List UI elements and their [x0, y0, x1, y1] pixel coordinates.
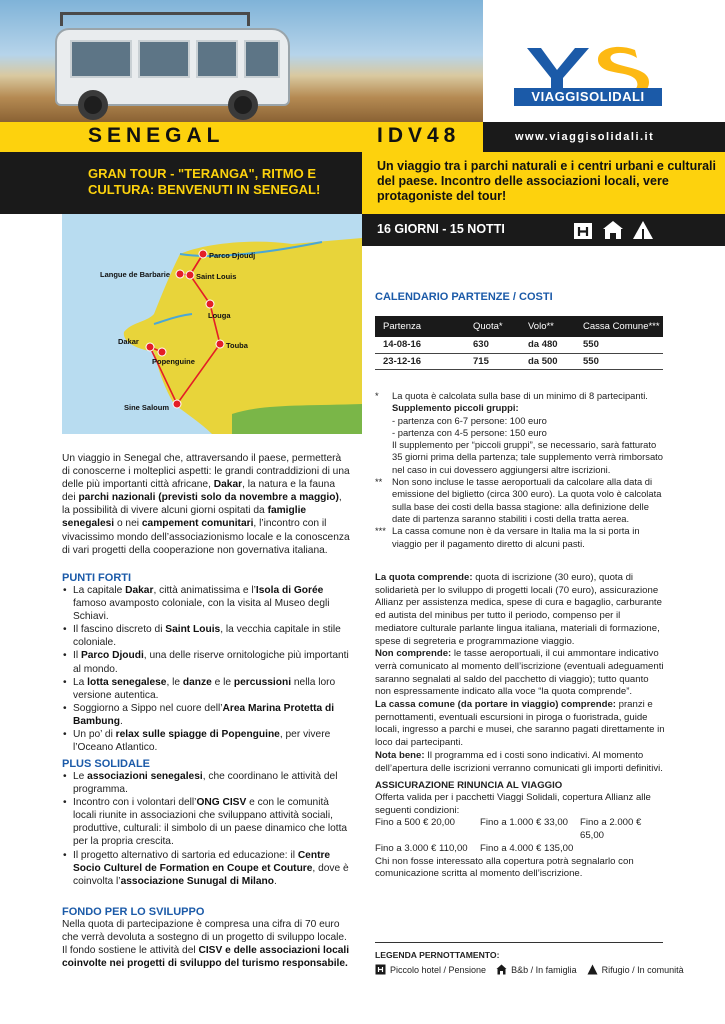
note-text: La quota è calcolata sulla base di un minimo di 8 partecipanti. Supplemento piccoli gruppi: - partenza con 6-7 persone: 100 euro - partenza con 4-5 persone: 150 euro Il supplemento per “piccoli gruppi”, se necessario, sarà fatturato 35 giorni prima della partenza; tale supplemento verrà rimborsato nel caso in cui dovessero aggiungersi altre iscrizioni.: [392, 390, 663, 475]
trip-promo: Un viaggio tra i parchi naturali e i centri urbani e culturali del paese. Incontro delle associazioni locali, vere protagoniste del tour!: [377, 159, 716, 203]
list-item: • Il progetto alternativo di sartoria ed educazione: il Centre Socio Culturel de Formation en Coupe et Couture, dove è coinvolta l’associazione Sunugal di Milano.: [62, 849, 350, 888]
table-row: [375, 353, 663, 369]
insurance-outro: Chi non fosse interessato alla copertura potrà segnalarlo con comunicazione scritta al momento dell’iscrizione.: [375, 855, 634, 880]
insurance-tier: Fino a 3.000 € 110,00: [375, 842, 468, 854]
van-window: [196, 40, 238, 78]
note-mark: *: [375, 390, 379, 401]
list-item: • La capitale Dakar, città animatissima e l’Isola di Gorée famoso avamposto coloniale, con la visita al Museo degli Schiavi.: [62, 584, 350, 623]
note-item: [375, 476, 665, 525]
punti-forti-list: [62, 584, 350, 754]
note-item: [375, 390, 665, 476]
legend-label: Piccolo hotel / Pensione: [390, 964, 487, 975]
note-mark: **: [375, 476, 383, 488]
map-pin: [173, 400, 181, 408]
note-item: [375, 525, 665, 550]
calendar-header-cell: Partenza: [375, 316, 465, 337]
van-wheel: [228, 90, 258, 120]
van-roof-rack: [60, 12, 250, 26]
table-cell: da 500: [520, 353, 575, 369]
calendar-header-cell: Volo**: [520, 316, 575, 337]
fondo-title: FONDO PER LO SVILUPPO: [62, 906, 205, 918]
table-cell: 550: [575, 353, 663, 369]
mountain-hut-icon: [632, 219, 654, 241]
table-cell: 630: [465, 337, 520, 353]
calendar-header-row: [375, 316, 663, 337]
insurance-block: [375, 792, 665, 881]
list-item: • Le associazioni senegalesi, che coordinano le attività del programma.: [62, 770, 350, 796]
van-window: [138, 40, 190, 78]
house-icon: [496, 964, 507, 975]
list-item: • Un po’ di relax sulle spiagge di Popenguine, per vivere l’Oceano Atlantico.: [62, 728, 350, 754]
insurance-intro: Offerta valida per i pacchetti Viaggi Solidali, copertura Allianz alle seguenti condizioni:: [375, 792, 651, 816]
legend-label: B&b / In famiglia: [511, 964, 577, 975]
van-window: [244, 40, 280, 78]
map-label: Popenguine: [152, 357, 195, 366]
intro-paragraph: Un viaggio in Senegal che, attraversando il paese, permetterà di conoscerne i molteplici aspetti: le grandi contraddizioni di una delle più importanti città africane, Dakar, la natura e la fauna dei parchi nazionali (previsti solo da novembre a maggio), la possibilità di vivere alcuni giorni ospitati da famiglie senegalesi o nei campement comunitari, l’incontro con il vivacissimo mondo dell’associazionismo locale e la conoscenza di vari progetti della cooperazione non governativa italiana.: [62, 453, 350, 556]
insurance-tiers: [375, 817, 665, 855]
plus-solidale-list: [62, 770, 350, 888]
map-label: Dakar: [118, 337, 139, 346]
calendar-table: [375, 316, 663, 370]
map-pin: [146, 343, 154, 351]
map-label: Sine Saloum: [124, 403, 170, 412]
map-pin: [176, 270, 184, 278]
map-pin: [206, 300, 214, 308]
price-notes: [375, 390, 665, 550]
note-mark: ***: [375, 525, 386, 537]
map-pin: [186, 271, 194, 279]
list-item: • Soggiorno a Sippo nel cuore dell’Area Marina Protetta di Bambung.: [62, 702, 350, 728]
note-text: Non sono incluse le tasse aeroportuali da calcolare alla data di emissione del biglietto (circa 300 euro). La quota volo è calcolata sulla base dei costi della bassa stagione: alla definizione delle date di partenza saranno stabiliti i costi della tratta aerea.: [392, 476, 662, 524]
table-cell: 23-12-16: [375, 353, 465, 369]
calendar-header-cell: Quota*: [465, 316, 520, 337]
insurance-tier: Fino a 4.000 € 135,00: [480, 842, 574, 854]
calendar-title: CALENDARIO PARTENZE / COSTI: [375, 291, 553, 303]
table-cell: 715: [465, 353, 520, 369]
table-cell: da 480: [520, 337, 575, 353]
map-label: Louga: [208, 311, 231, 320]
header-photo: [0, 0, 483, 122]
legend-item: [496, 964, 577, 975]
table-row: [375, 337, 663, 353]
list-item: • La lotta senegalese, le danze e le percussioni nella loro versione autentica.: [62, 676, 350, 702]
table-cell: 14-08-16: [375, 337, 465, 353]
house-icon: [602, 219, 624, 241]
country-title: SENEGAL: [88, 124, 225, 147]
trip-code: IDV48: [377, 124, 461, 147]
legend-title: LEGENDA PERNOTTAMENTO:: [375, 950, 500, 960]
map-label: Parco Djoudj: [209, 251, 256, 260]
route-map-svg: [62, 214, 362, 434]
map-label: Touba: [226, 341, 248, 350]
plus-solidale-title: PLUS SOLIDALE: [62, 758, 151, 770]
calendar-header-cell: Cassa Comune***: [575, 316, 663, 337]
trip-subtitle: GRAN TOUR - "TERANGA", RITMO E CULTURA: BENVENUTI IN SENEGAL!: [88, 166, 321, 197]
hotel-icon: [572, 219, 594, 241]
insurance-tier: Fino a 2.000 € 65,00: [580, 817, 642, 842]
map-pin: [199, 250, 207, 258]
mountain-hut-icon: [587, 964, 598, 975]
map-pin: [216, 340, 224, 348]
list-item: • Incontro con i volontari dell’ONG CISV e con le comunità locali riunite in associazioni che sviluppano attività sociali, produttive, culturali: il simbolo di un paese dinamico che lotta per la propria crescita.: [62, 796, 350, 848]
note-text: La cassa comune non è da versare in Italia ma la si porta in viaggio per il pagamento diretto di alcuni pasti.: [392, 525, 640, 549]
plus-solidale-section: [62, 758, 350, 888]
legend-label: Rifugio / In comunità: [601, 964, 684, 975]
list-item: • Il Parco Djoudi, una delle riserve ornitologiche più importanti al mondo.: [62, 649, 350, 675]
calendar-table-wrap: [375, 316, 663, 370]
hotel-icon: [375, 964, 386, 975]
punti-forti-title: PUNTI FORTI: [62, 572, 132, 584]
insurance-tier: Fino a 500 € 20,00: [375, 817, 456, 829]
logo-text: VIAGGISOLIDALI: [514, 88, 662, 106]
van-wheel: [78, 90, 108, 120]
list-item: • Il fascino discreto di Saint Louis, la vecchia capitale in stile coloniale.: [62, 623, 350, 649]
fondo-section: [62, 906, 350, 970]
website-link[interactable]: www.viaggisolidali.it: [483, 122, 725, 152]
route-map: [62, 214, 362, 434]
trip-duration: 16 GIORNI - 15 NOTTI: [377, 222, 505, 236]
insurance-tier: Fino a 1.000 € 33,00: [480, 817, 569, 829]
legend-item: [375, 964, 486, 975]
legend-item: [587, 964, 684, 975]
conditions-text: La quota comprende: quota di iscrizione (30 euro), quota di solidarietà per lo sviluppo di progetti locali (70 euro), assicurazione Allianz per assistenza medica, spese di cura e bagaglio, carburante ed autista del minibus per tutto il periodo, compenso per il mediatore culturale parlante lingua italiana, materiali di formazione, spese di segreteria e programmazione viaggio. Non comprende: le tasse aeroportuali, il cui ammontare indicativo verrà comunicato al momento dell’iscrizione (eventuali adeguamenti saranno segnalati al saldo del pacchetto di viaggio); tutto quanto non espressamente indicato alla voce “la quota comprende”. La cassa comune (da portare in viaggio) comprende: pranzi e pernottamenti, eventuali escursioni in piroga o fuoristrada, guide locali, ingresso a parchi e musei, che saranno pagati direttamente in loco dai partecipanti. Nota bene: Il programma ed i costi sono indicativi. Al momento dell’apertura delle iscrizioni verranno comunicati gli importi definitivi.: [375, 572, 665, 774]
map-pin: [158, 348, 166, 356]
map-label: Langue de Barbarie: [100, 270, 171, 279]
legend: [375, 964, 688, 975]
legend-divider: [375, 942, 663, 943]
map-label: Saint Louis: [196, 272, 237, 281]
insurance-title: ASSICURAZIONE RINUNCIA AL VIAGGIO: [375, 780, 563, 791]
fondo-text: Nella quota di partecipazione è compresa una cifra di 70 euro che verrà devoluta a sostegno di un progetto di sviluppo locale. Il fondo sostiene le attività del CISV e delle associazioni locali coinvolte nei progetti di sviluppo del turismo responsabile.: [62, 919, 350, 970]
table-cell: 550: [575, 337, 663, 353]
van-window: [70, 40, 132, 78]
punti-forti-section: [62, 572, 350, 754]
